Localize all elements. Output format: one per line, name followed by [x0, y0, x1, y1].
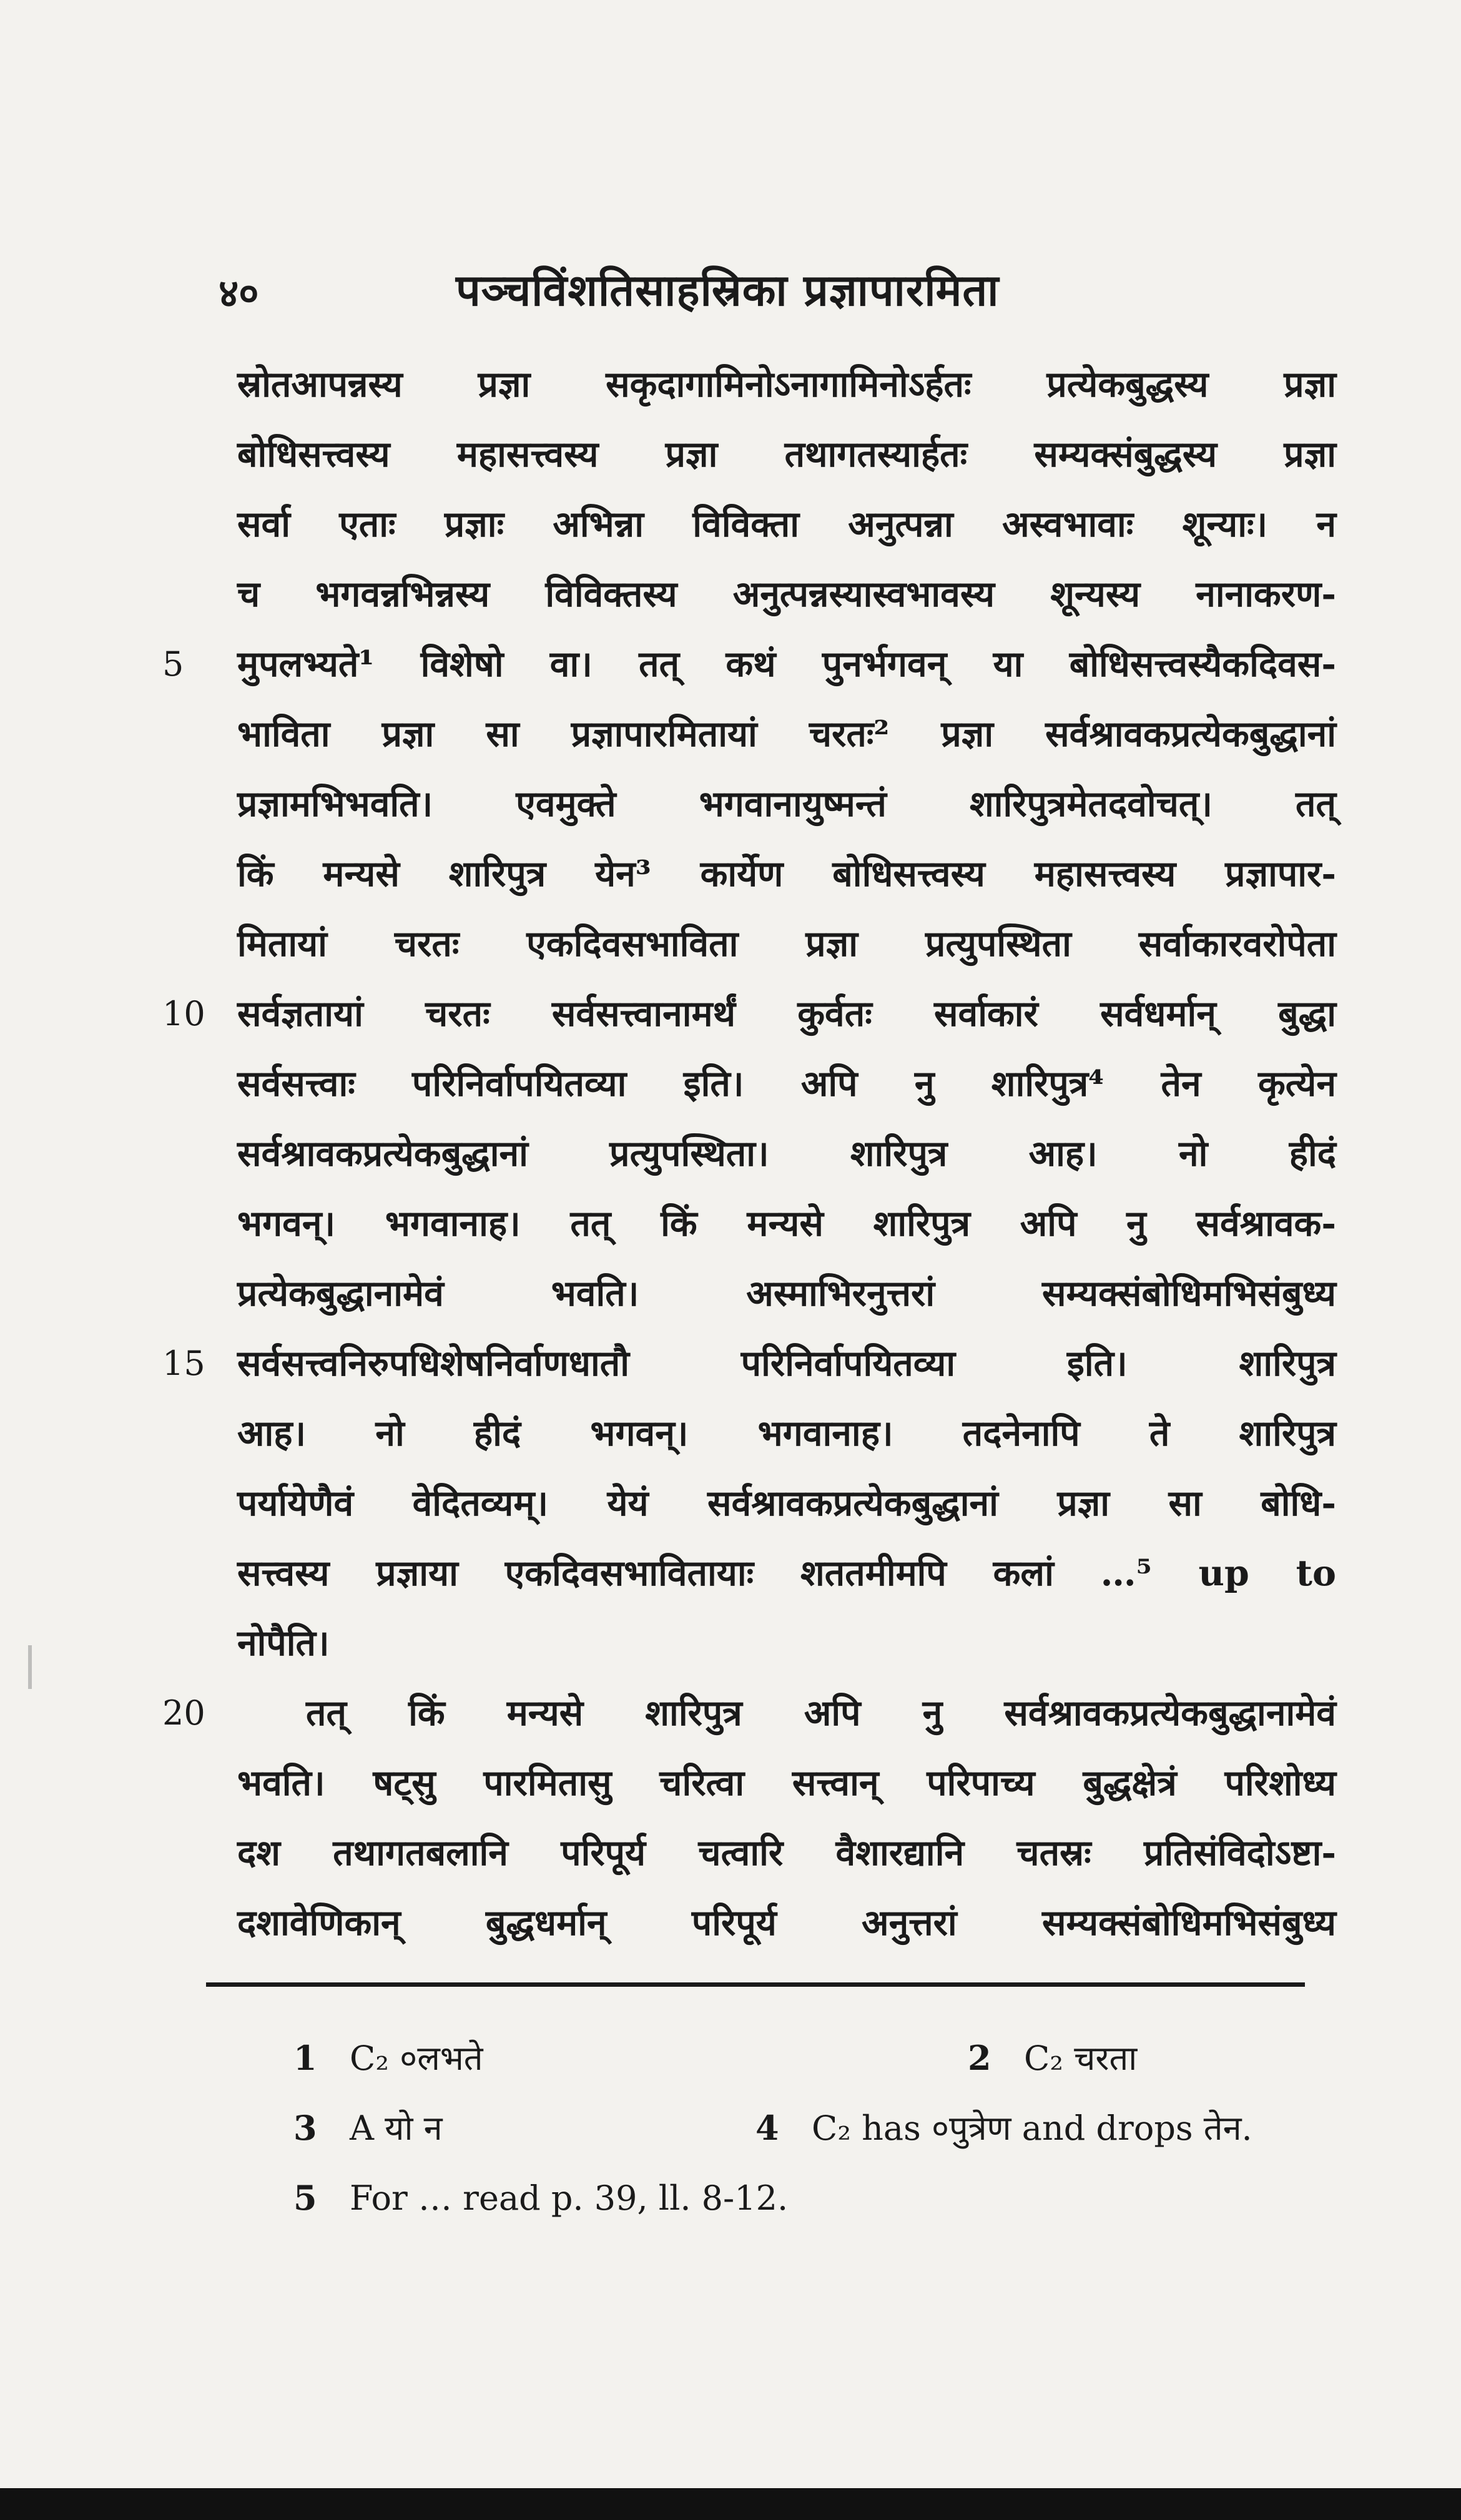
- line-text: दश तथागतबलानि परिपूर्य चत्वारि वैशारद्यानि चतस्रः प्रतिसंविदोऽष्टा-: [237, 1832, 1336, 1874]
- footnote-4: [755, 2093, 1252, 2163]
- line-text: सत्त्वस्य प्रज्ञाया एकदिवसभावितायाः शततमीमपि कलां …⁵ up to: [237, 1552, 1336, 1594]
- line-text: पर्यायेणैवं वेदितव्यम्। येयं सर्वश्रावकप्रत्येकबुद्धानां प्रज्ञा सा बोधि-: [237, 1482, 1336, 1524]
- text-line: [237, 350, 1336, 420]
- line-number: 15: [162, 1344, 205, 1383]
- text-line: [237, 769, 1336, 839]
- line-text: सर्वसत्त्वनिरुपधिशेषनिर्वाणधातौ परिनिर्वापयितव्या इति। शारिपुत्र: [237, 1342, 1336, 1384]
- page-number: ४०: [219, 270, 259, 316]
- line-text: नोपैति।: [237, 1622, 330, 1664]
- line-text: किं मन्यसे शारिपुत्र येन³ कार्येण बोधिसत्त्वस्य महासत्त्वस्य प्रज्ञापार-: [237, 853, 1336, 895]
- line-text: भाविता प्रज्ञा सा प्रज्ञापारमितायां चरतः² प्रज्ञा सर्वश्रावकप्रत्येकबुद्धानां: [237, 713, 1336, 755]
- footnote-text: For … read p. 39, ll. 8-12.: [350, 2178, 789, 2218]
- footnote-text: A यो न: [350, 2109, 443, 2148]
- footnote-1: [293, 2023, 483, 2094]
- page-header: [219, 259, 1330, 328]
- footnote-rule: [206, 1982, 1305, 1987]
- footnote-3: [293, 2093, 443, 2163]
- text-line: [237, 1608, 1336, 1678]
- line-text: प्रत्येकबुद्धानामेवं भवति। अस्माभिरनुत्तरां सम्यक्संबोधिमभिसंबुध्य: [237, 1272, 1336, 1314]
- line-text: मुपलभ्यते¹ विशेषो वा। तत् कथं पुनर्भगवन् या बोधिसत्त्वस्यैकदिवस-: [237, 643, 1336, 685]
- line-text: आह। नो हीदं भगवन्। भगवानाह। तदनेनापि ते शारिपुत्र: [237, 1412, 1336, 1454]
- text-line: [237, 1469, 1336, 1538]
- text-line: [237, 1259, 1336, 1329]
- line-text: तत् किं मन्यसे शारिपुत्र अपि नु सर्वश्रावकप्रत्येकबुद्धानामेवं: [306, 1692, 1336, 1734]
- footnote-text: C₂ चरता: [1024, 2039, 1138, 2078]
- line-number: 20: [162, 1693, 205, 1733]
- text-line: [237, 490, 1336, 559]
- text-line: [237, 909, 1336, 979]
- line-text: सर्वसत्त्वाः परिनिर्वापयितव्या इति। अपि नु शारिपुत्र⁴ तेन कृत्येन: [237, 1063, 1336, 1105]
- text-line: [162, 1678, 1336, 1748]
- line-text: सर्वज्ञतायां चरतः सर्वसत्त्वानामर्थं कुर्वतः सर्वाकारं सर्वधर्मान् बुद्धा: [237, 993, 1336, 1035]
- line-text: भवति। षट्सु पारमितासु चरित्वा सत्त्वान् परिपाच्य बुद्धक्षेत्रं परिशोध्य: [237, 1762, 1336, 1804]
- text-line: [237, 1748, 1336, 1818]
- footnote-number: 5: [293, 2178, 317, 2218]
- footnote-number: 3: [293, 2108, 317, 2148]
- line-text: च भगवन्नभिन्नस्य विविक्तस्य अनुत्पन्नस्यास्वभावस्य शून्यस्य नानाकरण-: [237, 573, 1336, 615]
- footnote-5: [293, 2163, 788, 2233]
- footnote-text: C₂ ०लभते: [350, 2039, 483, 2078]
- text-line: [237, 1888, 1336, 1958]
- line-number: 10: [162, 994, 205, 1033]
- line-text: मितायां चरतः एकदिवसभाविता प्रज्ञा प्रत्युपस्थिता सर्वाकारवरोपेता: [237, 923, 1336, 965]
- margin-smudge: [28, 1645, 32, 1689]
- scan-bottom-edge: [0, 2488, 1461, 2520]
- text-line: [237, 839, 1336, 909]
- text-line: [237, 559, 1336, 629]
- footnote-text: C₂ has ०पुत्रेण and drops तेन.: [812, 2109, 1252, 2148]
- text-line: [237, 699, 1336, 769]
- footnote-number: 2: [968, 2038, 991, 2078]
- line-text: भगवन्। भगवानाह। तत् किं मन्यसे शारिपुत्र अपि नु सर्वश्रावक-: [237, 1203, 1336, 1244]
- footnote-2: [968, 2023, 1137, 2094]
- line-text: दशावेणिकान् बुद्धधर्मान् परिपूर्य अनुत्तरां सम्यक्संबोधिमभिसंबुध्य: [237, 1902, 1336, 1944]
- text-line: [237, 420, 1336, 490]
- line-text: प्रज्ञामभिभवति। एवमुक्ते भगवानायुष्मन्तं शारिपुत्रमेतदवोचत्। तत्: [237, 783, 1336, 825]
- text-line: [162, 629, 1336, 699]
- body-text: [162, 350, 1336, 1958]
- text-line: [162, 979, 1336, 1049]
- text-line: [237, 1119, 1336, 1189]
- footnote-number: 1: [293, 2038, 317, 2078]
- line-text: सर्वश्रावकप्रत्येकबुद्धानां प्रत्युपस्थिता। शारिपुत्र आह। नो हीदं: [237, 1133, 1336, 1174]
- footnote-number: 4: [755, 2108, 779, 2148]
- line-text: बोधिसत्त्वस्य महासत्त्वस्य प्रज्ञा तथागतस्यार्हतः सम्यक्संबुद्धस्य प्रज्ञा: [237, 433, 1336, 475]
- running-title: पञ्चविंशतिसाहस्रिका प्रज्ञापारमिता: [456, 264, 1000, 316]
- line-number: 5: [162, 644, 184, 684]
- text-line: [237, 1049, 1336, 1119]
- text-line: [237, 1538, 1336, 1608]
- line-text: सर्वा एताः प्रज्ञाः अभिन्ना विविक्ता अनुत्पन्ना अस्वभावाः शून्याः। न: [237, 503, 1336, 545]
- text-line: [237, 1818, 1336, 1888]
- line-text: स्रोतआपन्नस्य प्रज्ञा सकृदागामिनोऽनागामिनोऽर्हतः प्रत्येकबुद्धस्य प्रज्ञा: [237, 363, 1336, 405]
- text-line: [162, 1329, 1336, 1399]
- text-line: [237, 1399, 1336, 1469]
- text-line: [237, 1189, 1336, 1259]
